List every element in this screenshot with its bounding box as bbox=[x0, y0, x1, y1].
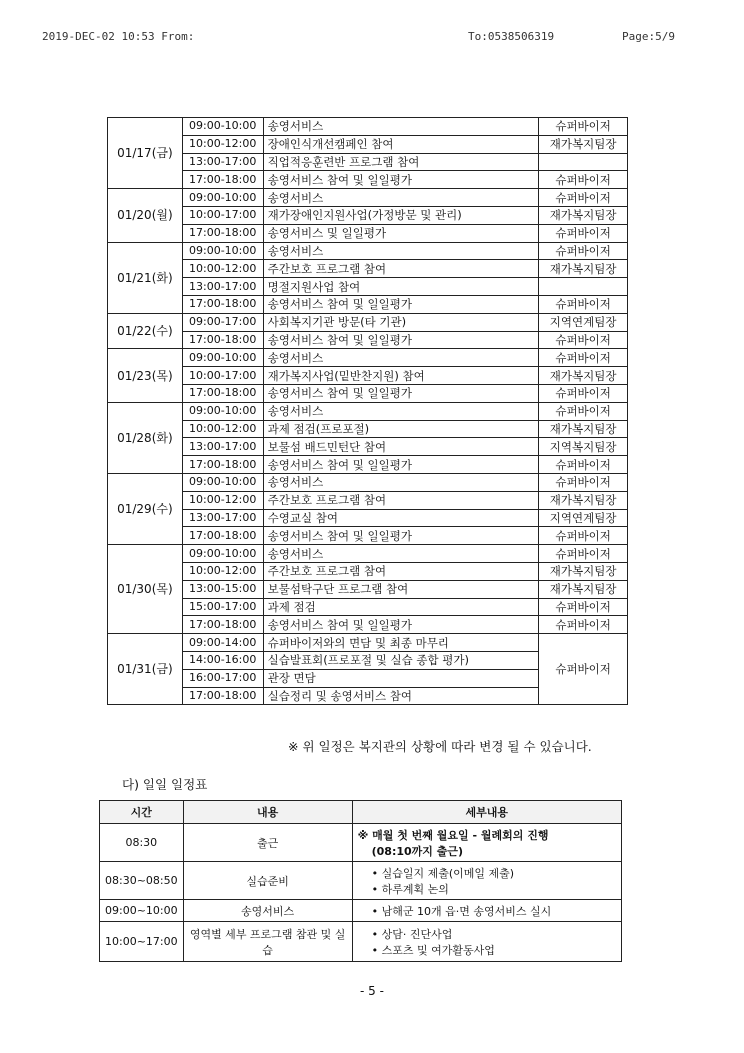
daily-time: 10:00~17:00 bbox=[100, 922, 184, 962]
schedule-time: 17:00-18:00 bbox=[182, 384, 263, 402]
schedule-time: 10:00-12:00 bbox=[182, 260, 263, 278]
page-number: - 5 - bbox=[360, 984, 384, 998]
table-row bbox=[108, 224, 628, 242]
schedule-role: 지역복지팀장 bbox=[539, 438, 628, 456]
schedule-role: 슈퍼바이저 bbox=[539, 598, 628, 616]
daily-content: 영역별 세부 프로그램 참관 및 실습 bbox=[183, 922, 352, 962]
schedule-time: 17:00-18:00 bbox=[182, 171, 263, 189]
schedule-time: 17:00-18:00 bbox=[182, 224, 263, 242]
schedule-time: 16:00-17:00 bbox=[182, 669, 263, 687]
schedule-time: 09:00-17:00 bbox=[182, 313, 263, 331]
schedule-role: 지역연계팀장 bbox=[539, 313, 628, 331]
schedule-activity: 과제 점검 bbox=[263, 598, 539, 616]
schedule-role: 재가복지팀장 bbox=[539, 260, 628, 278]
schedule-activity: 송영서비스 참여 및 일일평가 bbox=[263, 527, 539, 545]
schedule-time: 17:00-18:00 bbox=[182, 616, 263, 634]
schedule-date: 01/29(수) bbox=[108, 473, 183, 544]
schedule-role: 재가복지팀장 bbox=[539, 562, 628, 580]
fax-header-sender: 2019-DEC-02 10:53 From: bbox=[42, 30, 195, 43]
schedule-activity: 실습발표회(프로포절 및 실습 종합 평가) bbox=[263, 651, 539, 669]
daily-details bbox=[352, 862, 621, 900]
table-row bbox=[108, 580, 628, 598]
table-row bbox=[108, 206, 628, 224]
fax-header-recipient: To:0538506319 bbox=[468, 30, 555, 43]
schedule-role: 슈퍼바이저 bbox=[539, 349, 628, 367]
schedule-activity: 재가복지사업(밑반찬지원) 참여 bbox=[263, 367, 539, 385]
schedule-time: 17:00-18:00 bbox=[182, 456, 263, 474]
schedule-role: 슈퍼바이저 bbox=[539, 224, 628, 242]
table-row bbox=[100, 824, 622, 862]
schedule-activity: 수영교실 참여 bbox=[263, 509, 539, 527]
daily-content: 출근 bbox=[183, 824, 352, 862]
schedule-date: 01/23(목) bbox=[108, 349, 183, 402]
schedule-activity: 재가장애인지원사업(가정방문 및 관리) bbox=[263, 206, 539, 224]
schedule-activity: 송영서비스 참여 및 일일평가 bbox=[263, 384, 539, 402]
schedule-activity: 송영서비스 bbox=[263, 349, 539, 367]
daily-detail-bold: (08:10까지 출근) bbox=[371, 844, 464, 858]
table-row bbox=[108, 616, 628, 634]
schedule-role: 재가복지팀장 bbox=[539, 491, 628, 509]
table-row bbox=[108, 598, 628, 616]
table-row bbox=[108, 545, 628, 563]
schedule-time: 09:00-10:00 bbox=[182, 118, 263, 136]
daily-detail-item: • 남해군 10개 읍·면 송영서비스 실시 bbox=[372, 903, 616, 919]
schedule-role: 재가복지팀장 bbox=[539, 206, 628, 224]
schedule-time: 10:00-12:00 bbox=[182, 135, 263, 153]
schedule-activity: 과제 점검(프로포절) bbox=[263, 420, 539, 438]
daily-detail-item: • 스포츠 및 여가활동사업 bbox=[372, 942, 616, 958]
table-row bbox=[100, 900, 622, 922]
schedule-date: 01/17(금) bbox=[108, 118, 183, 189]
daily-header-content: 내용 bbox=[183, 801, 352, 824]
table-row bbox=[108, 153, 628, 171]
table-row bbox=[108, 331, 628, 349]
schedule-role: 슈퍼바이저 bbox=[539, 402, 628, 420]
schedule-role: 슈퍼바이저 bbox=[539, 295, 628, 313]
table-row bbox=[108, 527, 628, 545]
table-row bbox=[108, 135, 628, 153]
schedule-activity: 슈퍼바이저와의 면담 및 최종 마무리 bbox=[263, 634, 539, 652]
schedule-date: 01/22(수) bbox=[108, 313, 183, 349]
table-row bbox=[108, 509, 628, 527]
table-row bbox=[108, 171, 628, 189]
table-row bbox=[108, 242, 628, 260]
schedule-role bbox=[539, 278, 628, 296]
schedule-activity: 실습정리 및 송영서비스 참여 bbox=[263, 687, 539, 705]
schedule-activity: 주간보호 프로그램 참여 bbox=[263, 260, 539, 278]
table-row bbox=[108, 384, 628, 402]
table-row bbox=[108, 367, 628, 385]
schedule-time: 15:00-17:00 bbox=[182, 598, 263, 616]
schedule-role: 재가복지팀장 bbox=[539, 420, 628, 438]
table-row bbox=[108, 562, 628, 580]
daily-detail-item: • 실습일지 제출(이메일 제출) bbox=[372, 865, 616, 881]
schedule-role: 재가복지팀장 bbox=[539, 367, 628, 385]
schedule-time: 09:00-10:00 bbox=[182, 349, 263, 367]
table-row bbox=[108, 118, 628, 136]
schedule-role: 슈퍼바이저 bbox=[539, 616, 628, 634]
daily-section-title: 다) 일일 일정표 bbox=[122, 777, 208, 792]
schedule-activity: 명절지원사업 참여 bbox=[263, 278, 539, 296]
schedule-role: 슈퍼바이저 bbox=[539, 331, 628, 349]
schedule-time: 13:00-17:00 bbox=[182, 278, 263, 296]
schedule-role: 슈퍼바이저 bbox=[539, 634, 628, 705]
table-row bbox=[108, 313, 628, 331]
daily-time: 08:30 bbox=[100, 824, 184, 862]
schedule-role bbox=[539, 153, 628, 171]
table-row bbox=[108, 456, 628, 474]
daily-content: 실습준비 bbox=[183, 862, 352, 900]
table-row bbox=[108, 349, 628, 367]
schedule-activity: 송영서비스 참여 및 일일평가 bbox=[263, 295, 539, 313]
daily-header-time: 시간 bbox=[100, 801, 184, 824]
schedule-date: 01/30(목) bbox=[108, 545, 183, 634]
daily-detail-item: • 하루계획 논의 bbox=[372, 881, 616, 897]
schedule-activity: 장애인식개선캠페인 참여 bbox=[263, 135, 539, 153]
schedule-note: ※ 위 일정은 복지관의 상황에 따라 변경 될 수 있습니다. bbox=[288, 739, 592, 754]
schedule-role: 슈퍼바이저 bbox=[539, 545, 628, 563]
schedule-activity: 송영서비스 참여 및 일일평가 bbox=[263, 616, 539, 634]
daily-detail-bold: ※ 매월 첫 번째 월요일 - 월례회의 진행 bbox=[357, 828, 549, 842]
schedule-time: 13:00-17:00 bbox=[182, 509, 263, 527]
schedule-activity: 송영서비스 bbox=[263, 118, 539, 136]
schedule-role: 슈퍼바이저 bbox=[539, 118, 628, 136]
schedule-role: 슈퍼바이저 bbox=[539, 527, 628, 545]
schedule-role: 슈퍼바이저 bbox=[539, 242, 628, 260]
schedule-time: 09:00-10:00 bbox=[182, 545, 263, 563]
schedule-activity: 관장 면담 bbox=[263, 669, 539, 687]
table-row bbox=[100, 862, 622, 900]
schedule-activity: 송영서비스 및 일일평가 bbox=[263, 224, 539, 242]
schedule-activity: 사회복지기관 방문(타 기관) bbox=[263, 313, 539, 331]
schedule-time: 10:00-12:00 bbox=[182, 491, 263, 509]
schedule-time: 13:00-15:00 bbox=[182, 580, 263, 598]
schedule-time: 13:00-17:00 bbox=[182, 153, 263, 171]
schedule-date: 01/31(금) bbox=[108, 634, 183, 705]
schedule-time: 09:00-10:00 bbox=[182, 402, 263, 420]
table-row bbox=[108, 278, 628, 296]
schedule-activity: 송영서비스 bbox=[263, 242, 539, 260]
daily-time: 09:00~10:00 bbox=[100, 900, 184, 922]
schedule-role: 지역연계팀장 bbox=[539, 509, 628, 527]
schedule-activity: 주간보호 프로그램 참여 bbox=[263, 562, 539, 580]
table-row bbox=[108, 420, 628, 438]
daily-detail-item: • 상담· 진단사업 bbox=[372, 926, 616, 942]
schedule-time: 09:00-10:00 bbox=[182, 189, 263, 207]
schedule-time: 10:00-17:00 bbox=[182, 367, 263, 385]
schedule-role: 재가복지팀장 bbox=[539, 135, 628, 153]
table-row bbox=[108, 295, 628, 313]
daily-details bbox=[352, 922, 621, 962]
schedule-time: 10:00-17:00 bbox=[182, 206, 263, 224]
schedule-time: 17:00-18:00 bbox=[182, 527, 263, 545]
daily-header-details: 세부내용 bbox=[352, 801, 621, 824]
schedule-role: 슈퍼바이저 bbox=[539, 473, 628, 491]
schedule-role: 슈퍼바이저 bbox=[539, 456, 628, 474]
schedule-activity: 주간보호 프로그램 참여 bbox=[263, 491, 539, 509]
schedule-activity: 송영서비스 참여 및 일일평가 bbox=[263, 456, 539, 474]
schedule-activity: 송영서비스 bbox=[263, 189, 539, 207]
schedule-activity: 송영서비스 bbox=[263, 402, 539, 420]
schedule-time: 10:00-12:00 bbox=[182, 562, 263, 580]
schedule-date: 01/28(화) bbox=[108, 402, 183, 473]
schedule-date: 01/21(화) bbox=[108, 242, 183, 313]
schedule-activity: 송영서비스 참여 및 일일평가 bbox=[263, 331, 539, 349]
schedule-role: 슈퍼바이저 bbox=[539, 384, 628, 402]
schedule-role: 재가복지팀장 bbox=[539, 580, 628, 598]
daily-details bbox=[352, 900, 621, 922]
schedule-time: 13:00-17:00 bbox=[182, 438, 263, 456]
schedule-time: 17:00-18:00 bbox=[182, 331, 263, 349]
schedule-time: 09:00-14:00 bbox=[182, 634, 263, 652]
schedule-time: 09:00-10:00 bbox=[182, 242, 263, 260]
schedule-time: 17:00-18:00 bbox=[182, 687, 263, 705]
table-row bbox=[108, 260, 628, 278]
schedule-activity: 송영서비스 참여 및 일일평가 bbox=[263, 171, 539, 189]
schedule-activity: 보물섬탁구단 프로그램 참여 bbox=[263, 580, 539, 598]
table-row bbox=[108, 189, 628, 207]
schedule-activity: 송영서비스 bbox=[263, 545, 539, 563]
schedule-activity: 송영서비스 bbox=[263, 473, 539, 491]
schedule-table bbox=[107, 117, 628, 705]
schedule-time: 10:00-12:00 bbox=[182, 420, 263, 438]
schedule-time: 09:00-10:00 bbox=[182, 473, 263, 491]
daily-schedule-table bbox=[99, 800, 622, 962]
table-row bbox=[108, 634, 628, 652]
table-row bbox=[108, 402, 628, 420]
daily-details bbox=[352, 824, 621, 862]
fax-header-page: Page:5/9 bbox=[622, 30, 675, 43]
schedule-role: 슈퍼바이저 bbox=[539, 171, 628, 189]
daily-content: 송영서비스 bbox=[183, 900, 352, 922]
table-row bbox=[108, 473, 628, 491]
schedule-activity: 직업적응훈련반 프로그램 참여 bbox=[263, 153, 539, 171]
table-row bbox=[108, 438, 628, 456]
table-row bbox=[100, 922, 622, 962]
schedule-date: 01/20(월) bbox=[108, 189, 183, 242]
schedule-role: 슈퍼바이저 bbox=[539, 189, 628, 207]
table-row bbox=[108, 491, 628, 509]
schedule-time: 14:00-16:00 bbox=[182, 651, 263, 669]
daily-time: 08:30~08:50 bbox=[100, 862, 184, 900]
schedule-time: 17:00-18:00 bbox=[182, 295, 263, 313]
schedule-activity: 보물섬 배드민턴단 참여 bbox=[263, 438, 539, 456]
